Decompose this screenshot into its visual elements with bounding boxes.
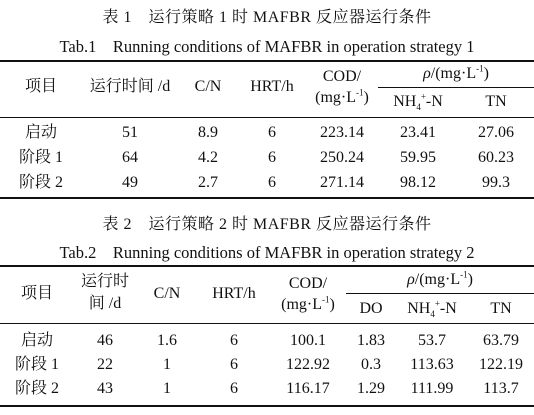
table2-row1-nh4: 53.7	[418, 332, 446, 349]
table2-rho-subrule	[346, 293, 534, 294]
table1-row2-cn: 4.2	[198, 149, 218, 166]
table2-header-nh4: $NH_4^+-N$	[407, 298, 457, 320]
table1-row3-tn: 99.3	[482, 174, 510, 191]
table2-header-cod-line2: $(mg\cdot L^{-1})$	[281, 294, 335, 313]
table2-row2-tn: 122.19	[479, 356, 523, 373]
table2-row2-cn: 1	[163, 356, 171, 373]
table2-header-do: DO	[359, 300, 383, 317]
table2-row2-hrt: 6	[230, 356, 238, 373]
table1-row1-hrt: 6	[268, 124, 276, 141]
table2-caption-cn: 表 2 运行策略 2 时 MAFBR 反应器运行条件	[102, 216, 432, 233]
table2-header-cod-line1: COD/	[288, 275, 328, 292]
table2-top-rule	[0, 265, 534, 267]
table1-row2-tn: 60.23	[478, 149, 514, 166]
table1-row2-cod: 250.24	[320, 149, 364, 166]
table1-row2-item: 阶段 1	[18, 149, 63, 166]
table2-caption-en: Tab.2 Running conditions of MAFBR in operation strategy 2	[59, 243, 475, 262]
table2-row2-item: 阶段 1	[14, 356, 59, 373]
table1-header-cod-line2: $(mg\cdot L^{-1})$	[315, 87, 369, 106]
table2-header-time-line1: 运行时	[80, 273, 129, 290]
table1-caption-cn: 表 1 运行策略 1 时 MAFBR 反应器运行条件	[102, 9, 432, 26]
table1-row2-hrt: 6	[268, 149, 276, 166]
table2-row3-item: 阶段 2	[14, 380, 59, 397]
table1-top-rule	[0, 60, 534, 62]
table2-row2-time: 22	[97, 356, 113, 373]
table1-row3-cod: 271.14	[320, 174, 364, 191]
table2-row3-nh4: 111.99	[410, 380, 454, 397]
table1-header-rule	[0, 117, 534, 118]
table1-row3-hrt: 6	[268, 174, 276, 191]
table2-row1-item: 启动	[20, 332, 53, 349]
table2-bottom-rule	[0, 405, 534, 407]
table2-header-item: 项目	[20, 285, 53, 302]
table1-rho-subrule	[378, 87, 534, 88]
table2-row2-nh4: 113.63	[410, 356, 454, 373]
table1-header-tn: TN	[485, 93, 507, 110]
table2-header-cn: C/N	[153, 285, 181, 302]
table1-row1-tn: 27.06	[478, 124, 514, 141]
table1-row3-time: 49	[122, 174, 138, 191]
table2-row3-do: 1.29	[357, 380, 385, 397]
table1-caption-en: Tab.1 Running conditions of MAFBR in operation strategy 1	[59, 37, 475, 56]
table2-row1-do: 1.83	[357, 332, 385, 349]
table2-row1-hrt: 6	[230, 332, 238, 349]
table1-header-item: 项目	[24, 78, 57, 95]
table1-row2-nh4: 59.95	[400, 149, 436, 166]
table1-row2-time: 64	[122, 149, 138, 166]
table1-row1-cn: 8.9	[198, 124, 218, 141]
table1-header-nh4: $NH_4^+-N$	[393, 91, 443, 113]
table2-row3-cn: 1	[163, 380, 171, 397]
table2-header-time-line2: 间 /d	[88, 295, 122, 312]
table1-row1-nh4: 23.41	[400, 124, 436, 141]
table1-header-rho: $\rho/(mg\cdot L^{-1})$	[423, 63, 489, 82]
table2-header-tn: TN	[490, 300, 512, 317]
table2-row3-cod: 116.17	[286, 380, 330, 397]
table2-row1-time: 46	[97, 332, 113, 349]
table2-header-hrt: HRT/h	[212, 285, 256, 302]
table1-header-hrt: HRT/h	[250, 78, 294, 95]
table1-row1-cod: 223.14	[320, 124, 364, 141]
table2-header-rho: $\rho/(mg\cdot L^{-1})$	[407, 269, 473, 288]
table2-row2-cod: 122.92	[286, 356, 330, 373]
table2-row3-hrt: 6	[230, 380, 238, 397]
table2-row1-cn: 1.6	[157, 332, 177, 349]
table2-row3-time: 43	[97, 380, 113, 397]
table1-header-cod-line1: COD/	[322, 68, 362, 85]
table1-row1-time: 51	[122, 124, 138, 141]
table1-header-time: 运行时间 /d	[89, 78, 171, 95]
table2-row1-cod: 100.1	[290, 332, 326, 349]
table1-header-cn: C/N	[194, 78, 222, 95]
table1-bottom-rule	[0, 197, 534, 199]
table1-row3-item: 阶段 2	[18, 174, 63, 191]
table2-row2-do: 0.3	[361, 356, 381, 373]
table1-row3-nh4: 98.12	[400, 174, 436, 191]
table2-header-rule	[0, 323, 534, 324]
table1-row1-item: 启动	[24, 124, 57, 141]
table2-row1-tn: 63.79	[483, 332, 519, 349]
table1-row3-cn: 2.7	[198, 174, 218, 191]
table2-row3-tn: 113.7	[483, 380, 519, 397]
